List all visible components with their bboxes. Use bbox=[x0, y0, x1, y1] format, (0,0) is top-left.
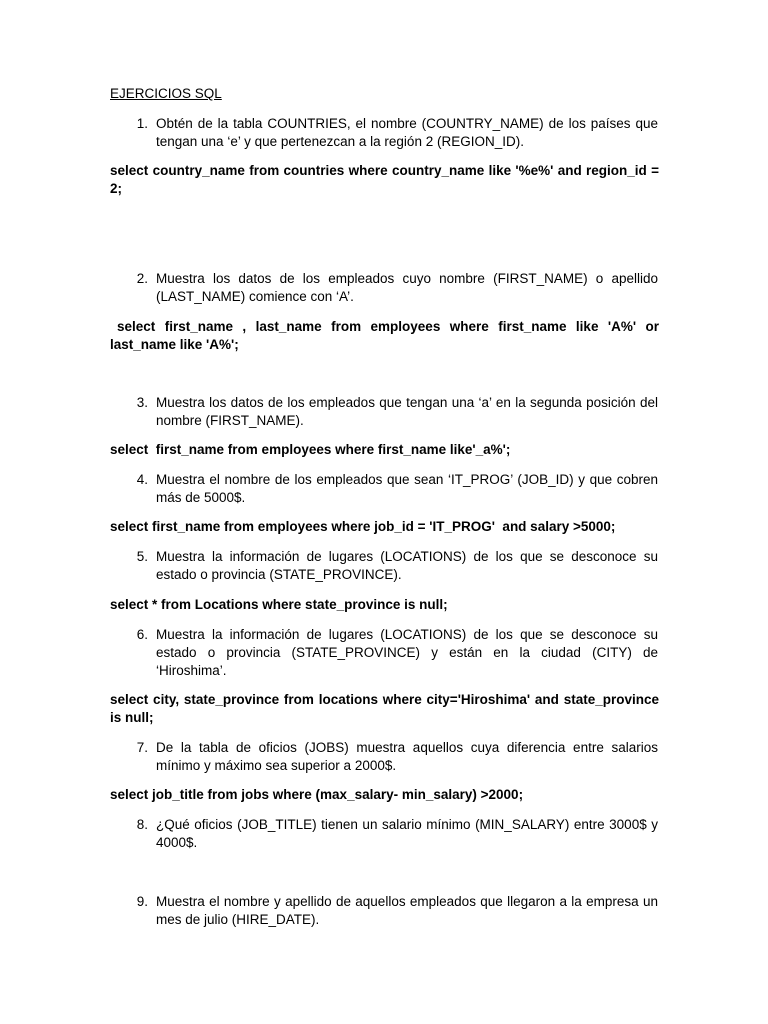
question-text: Obtén de la tabla COUNTRIES, el nombre (COUNTRY_NAME) de los países que tengan una ‘e’ y que pertenezcan a la región 2 (REGION_ID). bbox=[156, 116, 658, 149]
exercise-1-question bbox=[110, 115, 658, 151]
question-text: Muestra la información de lugares (LOCATIONS) de los que se desconoce su estado o provincia (STATE_PROVINCE). bbox=[156, 549, 658, 582]
exercise-5-question bbox=[110, 548, 658, 584]
exercise-2-answer: select first_name , last_name from employees where first_name like 'A%' or last_name like 'A%'; bbox=[110, 319, 659, 352]
exercise-6-answer: select city, state_province from locations where city='Hiroshima' and state_province is null; bbox=[110, 692, 659, 725]
exercise-3-question bbox=[110, 394, 658, 430]
exercise-7-answer: select job_title from jobs where (max_salary- min_salary) >2000; bbox=[110, 787, 524, 802]
exercise-4-answer: select first_name from employees where job_id = 'IT_PROG' and salary >5000; bbox=[110, 519, 616, 534]
exercise-8-question bbox=[110, 816, 658, 852]
exercise-number: 1. bbox=[136, 116, 148, 131]
exercise-7-question bbox=[110, 739, 658, 775]
exercise-number: 9. bbox=[136, 894, 148, 909]
exercise-number: 8. bbox=[136, 817, 148, 832]
question-text: Muestra el nombre de los empleados que sean ‘IT_PROG’ (JOB_ID) y que cobren más de 5000$. bbox=[156, 472, 658, 505]
exercise-6-question bbox=[110, 626, 658, 680]
question-text: Muestra la información de lugares (LOCATIONS) de los que se desconoce su estado o provincia (STATE_PROVINCE) y están en la ciudad (CITY) de ‘Hiroshima’. bbox=[156, 627, 658, 678]
exercise-number: 7. bbox=[136, 740, 148, 755]
exercise-2-question bbox=[110, 270, 658, 306]
exercise-3-answer: select first_name from employees where first_name like'_a%'; bbox=[110, 442, 511, 457]
exercise-5-answer: select * from Locations where state_province is null; bbox=[110, 597, 448, 612]
question-text: ¿Qué oficios (JOB_TITLE) tienen un salario mínimo (MIN_SALARY) entre 3000$ y 4000$. bbox=[156, 817, 658, 850]
exercise-1-answer: select country_name from countries where country_name like '%e%' and region_id = 2; bbox=[110, 163, 659, 196]
question-text: De la tabla de oficios (JOBS) muestra aquellos cuya diferencia entre salarios mínimo y máximo sea superior a 2000$. bbox=[156, 740, 658, 773]
exercise-number: 5. bbox=[136, 549, 148, 564]
exercise-number: 3. bbox=[136, 395, 148, 410]
exercise-9-question bbox=[110, 893, 658, 929]
exercise-number: 6. bbox=[136, 627, 148, 642]
question-text: Muestra los datos de los empleados que tengan una ‘a’ en la segunda posición del nombre (FIRST_NAME). bbox=[156, 395, 658, 428]
exercise-4-question bbox=[110, 471, 658, 507]
question-text: Muestra los datos de los empleados cuyo nombre (FIRST_NAME) o apellido (LAST_NAME) comience con ‘A’. bbox=[156, 271, 658, 304]
document-title: EJERCICIOS SQL bbox=[110, 86, 222, 101]
exercise-number: 4. bbox=[136, 472, 148, 487]
question-text: Muestra el nombre y apellido de aquellos empleados que llegaron a la empresa un mes de julio (HIRE_DATE). bbox=[156, 894, 658, 927]
exercise-number: 2. bbox=[136, 271, 148, 286]
